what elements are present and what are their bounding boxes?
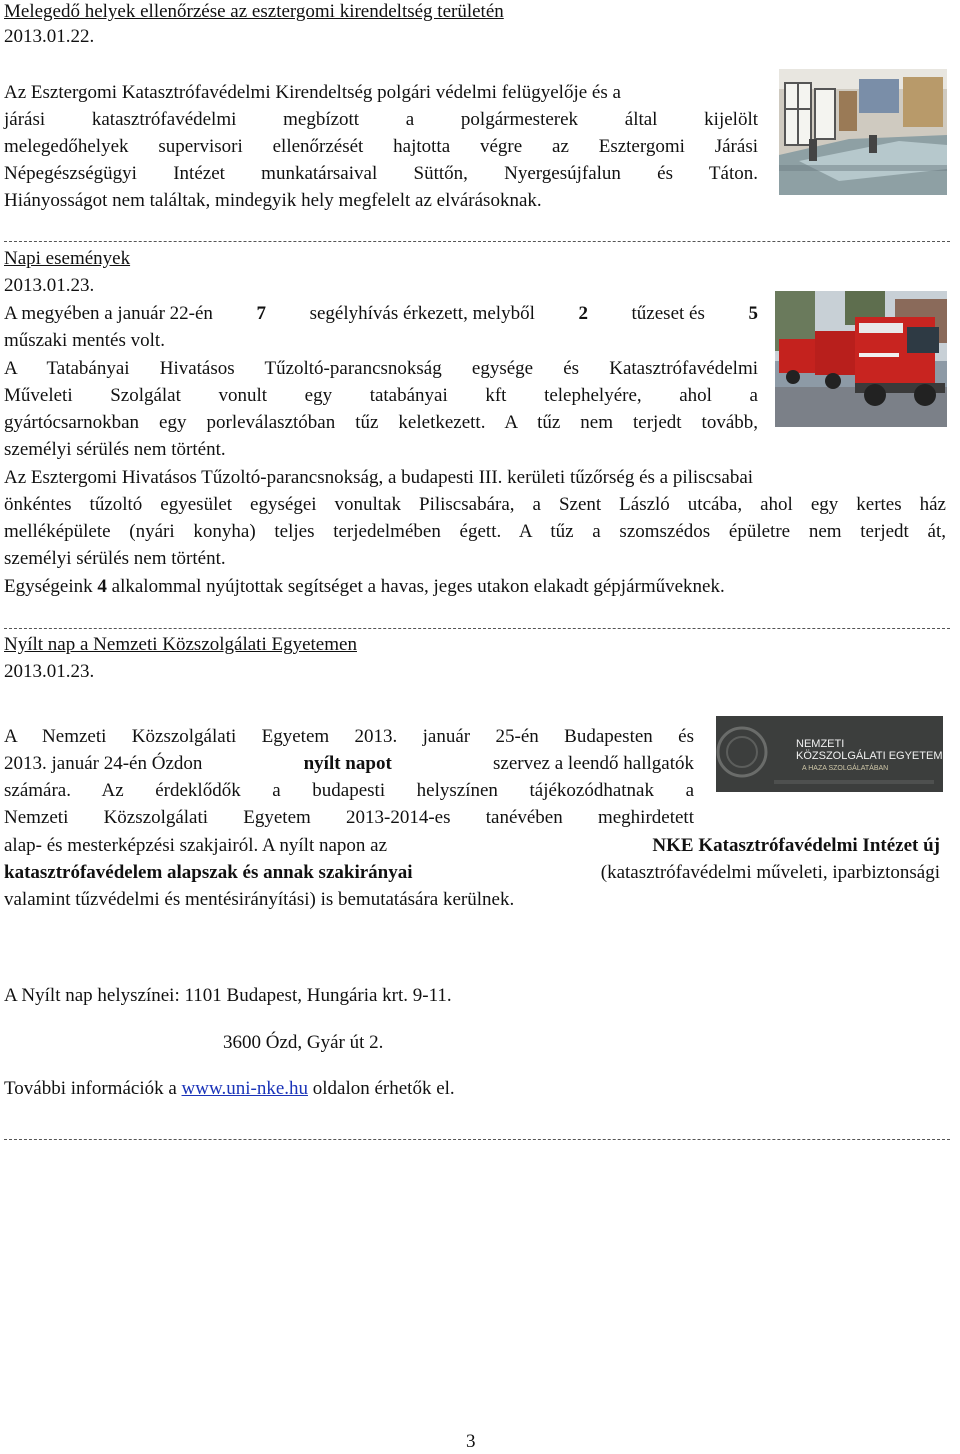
text-segment: alap- és mesterképzési szakjairól. A nyílt napon az xyxy=(4,835,388,856)
fire-count: 2 xyxy=(578,303,588,324)
venues-line-2: 3600 Ózd, Gyár út 2. xyxy=(223,1032,384,1053)
call-count: 7 xyxy=(256,303,266,324)
article3-date: 2013.01.23. xyxy=(4,661,95,682)
text-segment: Egységeink xyxy=(4,576,93,597)
separator-2 xyxy=(4,628,950,629)
article2-p3-line-4: személyi sérülés nem történt. xyxy=(4,548,226,569)
article2-p2-line-2: Műveleti Szolgálat vonult egy tatabányai kft telephelyére, ahol a xyxy=(4,385,758,406)
logo-text-line-2: KÖZSZOLGÁLATI EGYETEM xyxy=(796,750,943,762)
page-number: 3 xyxy=(466,1431,476,1452)
article1-date: 2013.01.22. xyxy=(4,26,95,47)
text-segment: segélyhívás érkezett, melyből xyxy=(309,303,535,324)
venues-line-1: A Nyílt nap helyszínei: 1101 Budapest, Hungária krt. 9-11. xyxy=(4,985,452,1006)
separator-3 xyxy=(4,1139,950,1140)
text-segment: oldalon érhetők el. xyxy=(312,1078,455,1099)
article2-title: Napi események xyxy=(4,248,131,269)
article2-p3-line-1: Az Esztergomi Hivatásos Tűzoltó-parancsnokság, a budapesti III. kerületi tűzőrség és a piliscsabai xyxy=(4,467,754,488)
assist-count: 4 xyxy=(97,576,107,597)
text-segment: 2013. január 24-én Ózdon xyxy=(4,753,203,774)
article2-date: 2013.01.23. xyxy=(4,275,95,296)
separator-1 xyxy=(4,241,950,242)
program-emphasis: katasztrófavédelem alapszak és annak szakirányai xyxy=(4,862,413,883)
article2-p2-line-3: gyártócsarnokban egy porleválasztóban tűz keletkezett. A tűz nem terjedt tovább, xyxy=(4,412,758,433)
text-segment: A megyében a január 22-én xyxy=(4,303,213,324)
article2-p1-line-1 xyxy=(4,302,758,326)
article2-p2-line-1: A Tatabányai Hivatásos Tűzoltó-parancsnokság egysége és Katasztrófavédelmi xyxy=(4,358,758,379)
article2-p2-line-4: személyi sérülés nem történt. xyxy=(4,439,226,460)
article1-line-4: Népegészségügyi Intézet munkatársaival Süttőn, Nyergesújfalun és Táton. xyxy=(4,163,758,184)
article1-line-3: melegedőhelyek supervisori ellenőrzését hajtotta végre az Esztergomi Járási xyxy=(4,136,758,157)
info-line xyxy=(4,1077,455,1101)
text-segment: szervez a leendő hallgatók xyxy=(493,753,694,774)
logo-text-line-3: A HAZA SZOLGÁLATÁBAN xyxy=(802,765,889,772)
article2-p1-line-2: műszaki mentés volt. xyxy=(4,330,165,351)
article3-line-2 xyxy=(4,752,694,776)
text-segment: tűzeset és xyxy=(631,303,705,324)
article3-line-5 xyxy=(4,834,940,858)
article1-line-2: járási katasztrófavédelmi megbízott a polgármesterek által kijelölt xyxy=(4,109,758,130)
article1-title: Melegedő helyek ellenőrzése az esztergomi kirendeltség területén xyxy=(4,1,504,22)
uni-nke-link[interactable]: www.uni-nke.hu xyxy=(181,1078,308,1099)
classroom-photo xyxy=(779,69,947,195)
text-segment: alkalommal nyújtottak segítséget a havas, jeges utakon elakadt gépjárműveknek. xyxy=(111,576,725,597)
article2-p3-line-3: melléképülete (nyári konyha) teljes terjedelmében égett. A tűz a szomszédos épületre nem terjedt át, xyxy=(4,521,946,542)
text-segment: További információk a xyxy=(4,1078,177,1099)
article3-line-1: A Nemzeti Közszolgálati Egyetem 2013. január 25-én Budapesten és xyxy=(4,726,694,747)
article1-line-5: Hiányosságot nem találtak, mindegyik hely megfelelt az elvárásoknak. xyxy=(4,190,542,211)
article2-p3-line-2: önkéntes tűzoltó egyesület egységei vonultak Piliscsabára, a Szent László utcába, ahol egy kertes ház xyxy=(4,494,946,515)
institute-emphasis: NKE Katasztrófavédelmi Intézet új xyxy=(652,835,940,856)
article2-p4 xyxy=(4,575,725,599)
text-segment: (katasztrófavédelmi műveleti, iparbiztonsági xyxy=(600,862,940,883)
article3-line-4: Nemzeti Közszolgálati Egyetem 2013-2014-es tanévében meghirdetett xyxy=(4,807,694,828)
fire-trucks-photo xyxy=(775,291,947,427)
article3-line-3: számára. Az érdeklődők a budapesti helyszínen tájékozódhatnak a xyxy=(4,780,694,801)
article3-title: Nyílt nap a Nemzeti Közszolgálati Egyetemen xyxy=(4,634,357,655)
article3-line-7: valamint tűzvédelmi és mentésirányítási) is bemutatására kerülnek. xyxy=(4,889,515,910)
article3-line-6 xyxy=(4,861,940,885)
article1-line-1: Az Esztergomi Katasztrófavédelmi Kirendeltség polgári védelmi felügyelője és a xyxy=(4,82,621,103)
rescue-count: 5 xyxy=(748,303,758,324)
nke-logo xyxy=(716,716,943,792)
open-day-emphasis: nyílt napot xyxy=(303,753,392,774)
logo-text-line-1: NEMZETI xyxy=(796,738,845,750)
